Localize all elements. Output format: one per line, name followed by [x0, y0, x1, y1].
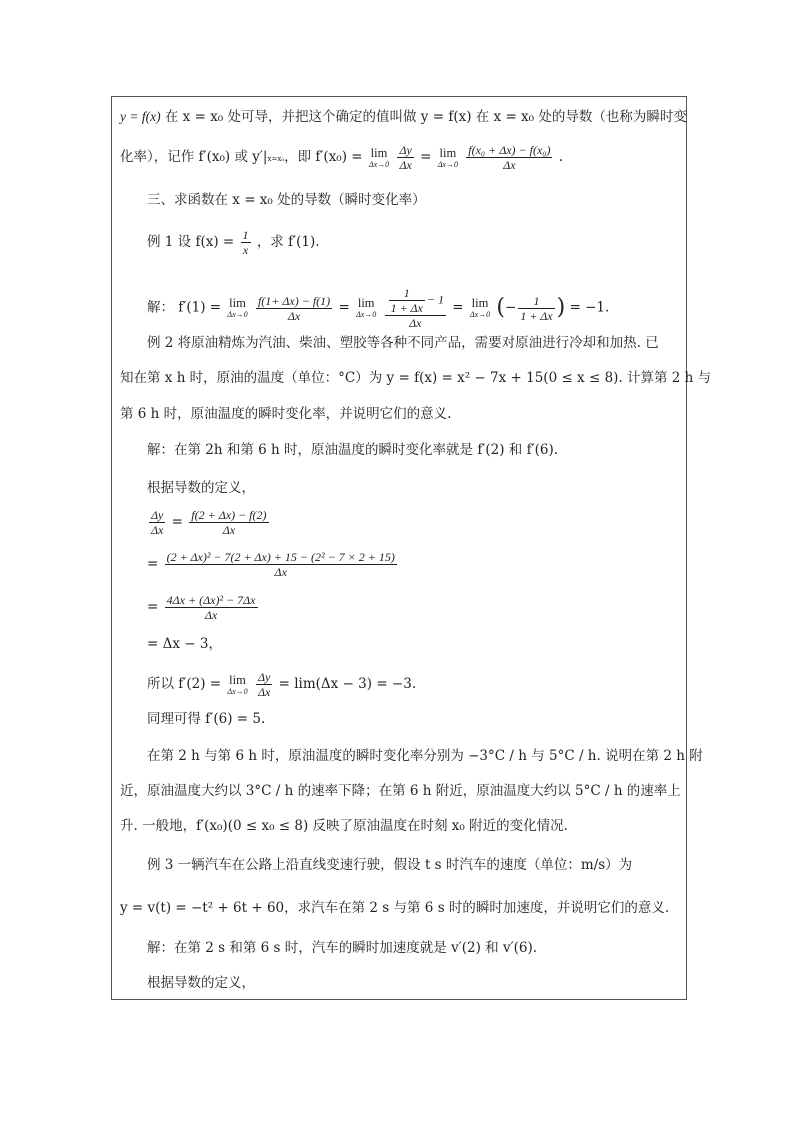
equals: = [147, 599, 159, 615]
example-2-line-3: 第 6 h 时，原油温度的瞬时变化率，并说明它们的意义. [120, 406, 452, 422]
limit [356, 297, 376, 319]
fraction [389, 286, 425, 315]
paragraph-line-1 [120, 108, 687, 126]
numerator: Δy [399, 143, 412, 157]
conclusion-f2 [147, 670, 416, 699]
limit [227, 297, 247, 319]
denominator: Δx [409, 316, 422, 330]
equals: = [338, 299, 350, 316]
minus-one: − 1 [426, 292, 444, 307]
denominator: x [242, 243, 249, 257]
result: = −1. [569, 299, 610, 316]
section-heading: 三、求函数在 x = x₀ 处的导数（瞬时变化率） [147, 192, 426, 208]
lim-text: lim [229, 296, 246, 310]
denominator: Δx [399, 158, 412, 172]
math-y-fx: y = f(x) [120, 109, 161, 124]
equals: = [147, 556, 159, 572]
derivation-step-3 [147, 593, 260, 622]
numerator: 1 [518, 294, 554, 309]
derivation-step-2 [147, 550, 399, 579]
denominator: Δx [257, 685, 271, 699]
lim-text: lim [439, 145, 457, 160]
lim-sub: Δx→0 [356, 310, 377, 319]
example-3-line-2: y = v(t) = −t² + 6t + 60，求汽车在第 2 s 与第 6 s 时的瞬时加速度，并说明它们的意义. [120, 900, 670, 916]
example-2-line-1: 例 2 将原油精炼为汽油、柴油、塑胶等各种不同产品，需要对原油进行冷却和加热. 已 [147, 335, 659, 351]
solution-2: 解：在第 2h 和第 6 h 时，原油温度的瞬时变化率就是 f′(2) 和 f′(6). [147, 442, 559, 458]
lim-sub: Δx→0 [437, 159, 458, 169]
explanation-line-1: 在第 2 h 与第 6 h 时，原油温度的瞬时变化率分别为 −3°C / h 与 5°C / h. 说明在第 2 h 附 [147, 748, 703, 764]
example-3-line-1: 例 3 一辆汽车在公路上沿直线变速行驶，假设 t s 时汽车的速度（单位：m/s）为 [147, 857, 633, 873]
fraction [165, 550, 397, 579]
explanation-line-2: 近，原油温度大约以 3°C / h 的速率下降；在第 6 h 附近，原油温度大约以 5°C / h 的速率上 [120, 783, 681, 799]
lim-text: lim [229, 672, 246, 687]
explanation-line-3: 升. 一般地，f′(x₀)(0 ≤ x₀ ≤ 8) 反映了原油温度在时刻 x₀ 附近的变化情况. [120, 818, 568, 834]
numerator: f(2 + Δx) − f(2) [191, 508, 267, 522]
limit [227, 674, 247, 696]
numerator: f(1+ Δx) − f(1) [257, 293, 331, 308]
fraction [397, 143, 413, 172]
fraction [256, 670, 272, 699]
fraction [149, 508, 165, 537]
numerator [385, 286, 446, 316]
fraction [189, 508, 268, 537]
subscript: x=x₀ [267, 155, 285, 163]
numerator: f(x₀ + Δx) − f(x₀) [468, 143, 551, 157]
numerator: (2 + Δx)² − 7(2 + Δx) + 15 − (2² − 7 × 2 + 15) [166, 550, 395, 564]
line-text: 例 1 设 f(x) = [147, 234, 235, 250]
numerator: 4Δx + (Δx)² − 7Δx [166, 593, 256, 607]
fraction [518, 294, 554, 323]
numerator: 1 [242, 228, 249, 242]
denominator: Δx [151, 523, 164, 537]
fraction [256, 294, 332, 323]
example-1 [147, 228, 320, 257]
solution-1: 解： f′(1) = lim Δx→0 $\frac{f(1+ \Delta x) - f(1)}{\Delta x}$ = lim Δx→0 $\frac{1}{1 + \Delta x}$ − 1 Δx = lim Δx→0 (− $\frac{1}{1 + \Delta x}$ ) = −1. [147, 286, 610, 330]
lim-text: lim [370, 145, 388, 160]
line-text: ，求 f′(1). [256, 234, 320, 250]
fraction [165, 593, 258, 622]
nested-fraction [385, 286, 446, 330]
lim-sub: Δx→0 [368, 159, 390, 169]
denominator: 1 + Δx [390, 301, 423, 315]
line-text: 化率），记作 f′(x₀) 或 y′| [120, 149, 268, 165]
derivation-step-1 [147, 508, 271, 537]
paragraph-line-2 [120, 143, 563, 172]
equals: = [420, 149, 432, 165]
denominator: Δx [503, 158, 516, 172]
definition-line-2: 根据导数的定义， [147, 975, 255, 991]
lim-sub: Δx→0 [469, 310, 491, 319]
lim-text: lim [471, 296, 489, 310]
limit [438, 147, 458, 169]
lim-sub: Δx→0 [227, 686, 248, 696]
denominator: Δx [222, 523, 236, 537]
denominator: 1 + Δx [520, 308, 553, 323]
line-text: f′(1) = [178, 299, 222, 316]
line-text: = lim(Δx − 3) = −3. [278, 676, 417, 692]
fraction [466, 143, 552, 172]
line-text: 所以 f′(2) = [147, 676, 222, 692]
denominator: Δx [287, 308, 301, 323]
line-text: 在 x = x₀ 处可导，并把这个确定的值叫做 y = f(x) 在 x = x₀ 处的导数（也称为瞬时变 [164, 109, 687, 125]
definition-line: 根据导数的定义， [147, 480, 255, 496]
equals: = [171, 514, 183, 530]
denominator: Δx [274, 565, 287, 579]
denominator: Δx [204, 608, 218, 622]
numerator: 1 [389, 286, 425, 301]
numerator: Δy [257, 670, 271, 684]
solution-3: 解：在第 2 s 和第 6 s 时，汽车的瞬时加速度就是 v′(2) 和 v′(6). [147, 940, 538, 956]
period: . [558, 149, 564, 165]
example-2-line-2: 知在第 x h 时，原油的温度（单位：°C）为 y = f(x) = x² − 7x + 15(0 ≤ x ≤ 8). 计算第 2 h 与 [120, 370, 712, 386]
limit [369, 147, 389, 169]
lim-text: lim [357, 296, 375, 310]
line-text: ，即 f′(x₀) = [284, 149, 363, 165]
equals: = [452, 299, 464, 316]
numerator: Δy [151, 508, 164, 522]
similar-result: 同理可得 f′(6) = 5. [147, 711, 266, 727]
label: 解： [147, 299, 174, 316]
fraction [241, 228, 251, 257]
lim-sub: Δx→0 [227, 310, 248, 319]
derivation-step-4: = Δx − 3， [147, 636, 222, 652]
limit [470, 297, 490, 319]
